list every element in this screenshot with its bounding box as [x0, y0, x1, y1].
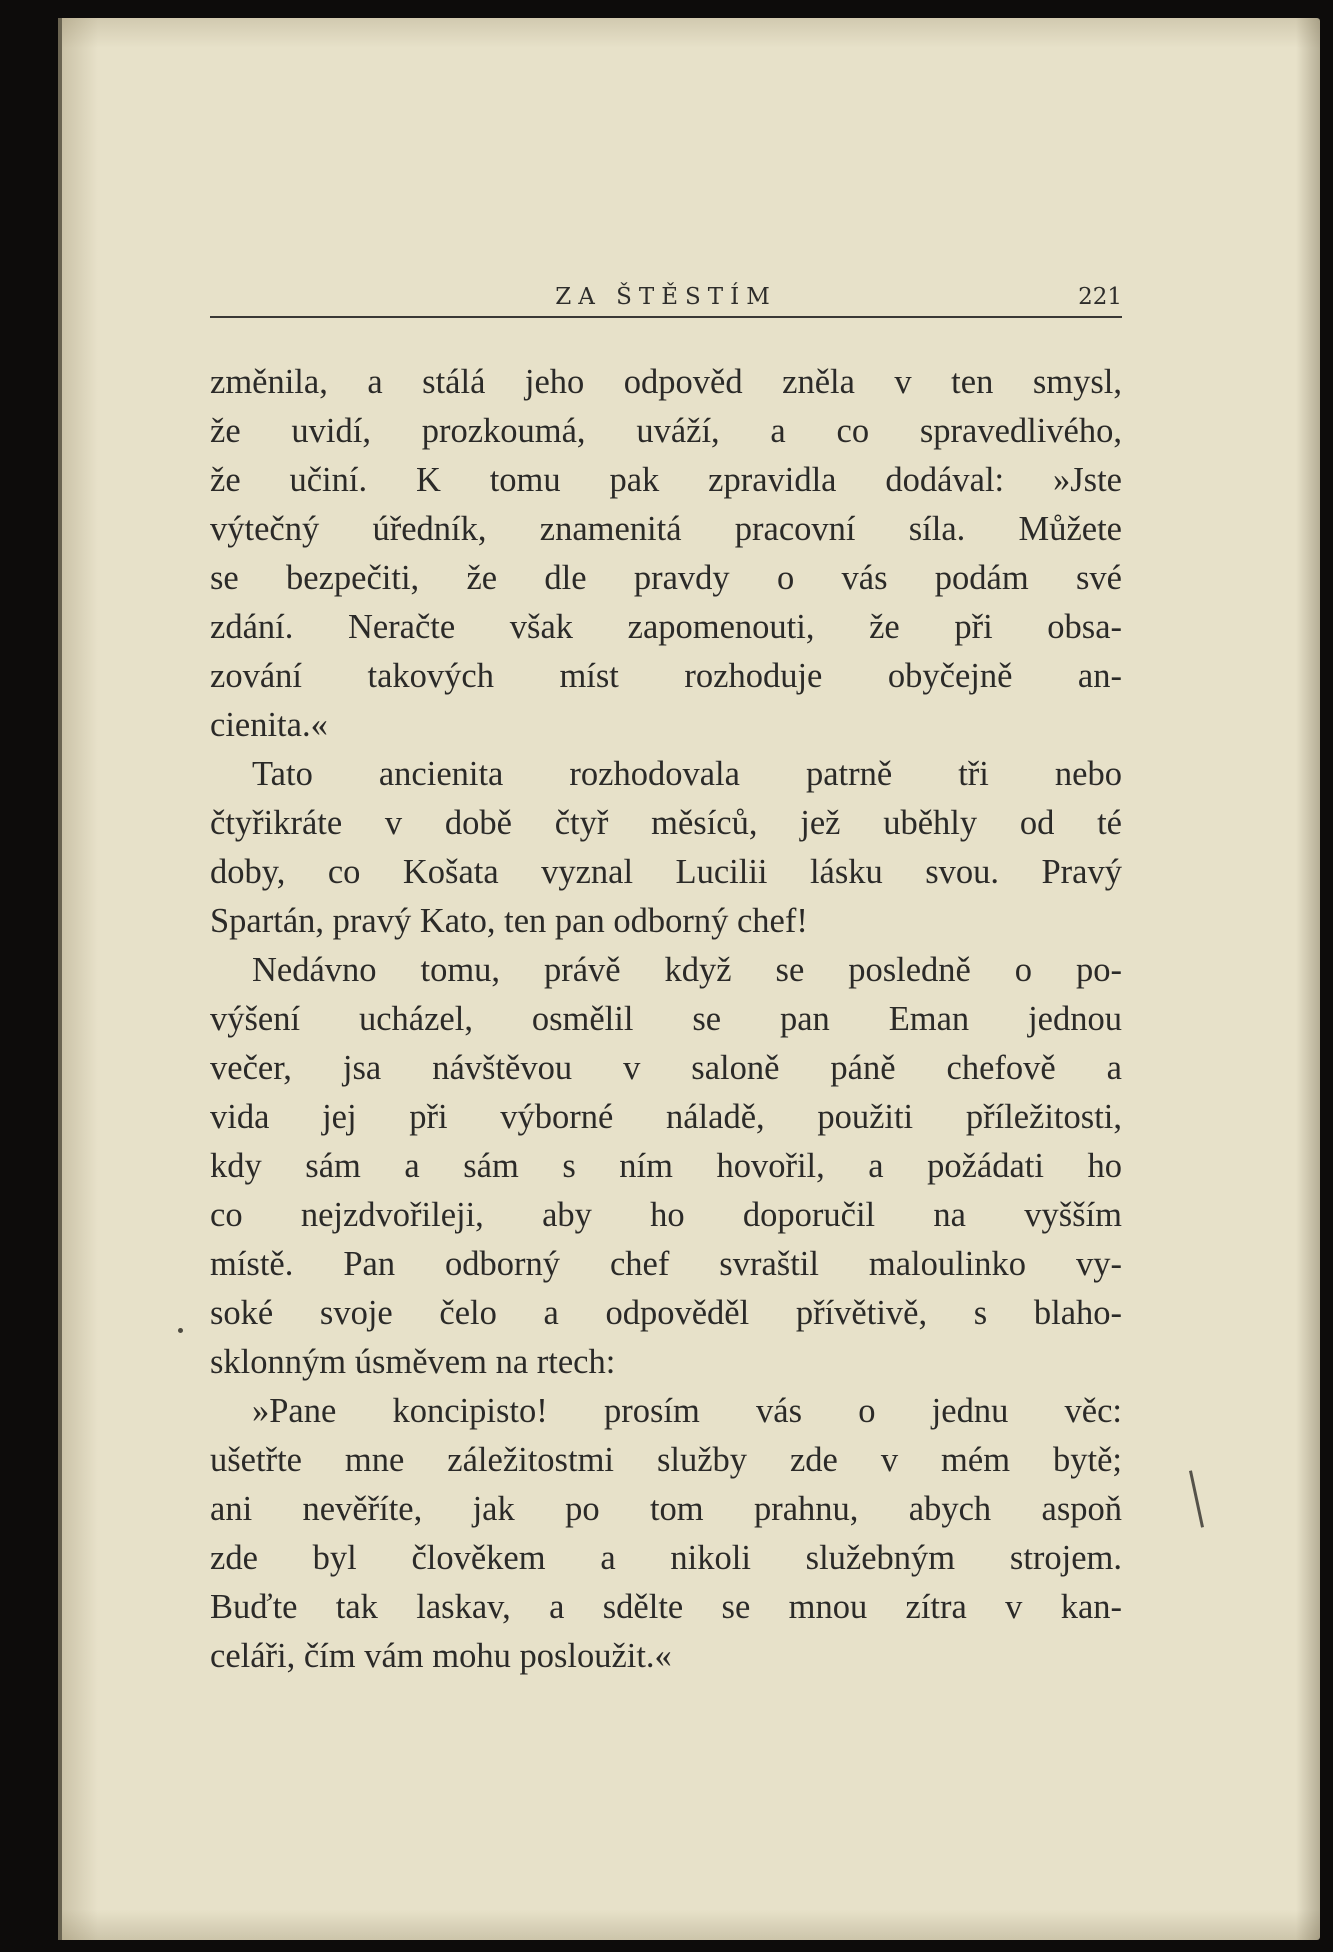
- text-line: Nedávno tomu, právě když se posledně o po-: [252, 951, 1122, 989]
- text-line: že učiní. K tomu pak zpravidla dodával: »Jste: [210, 461, 1122, 499]
- text-line: kdy sám a sám s ním hovořil, a požádati ho: [210, 1147, 1122, 1185]
- text-line: zování takových míst rozhoduje obyčejně an-: [210, 657, 1122, 695]
- text-line: Spartán, pravý Kato, ten pan odborný chef!: [210, 902, 808, 940]
- margin-dot: [178, 1328, 183, 1333]
- text-line: zde byl člověkem a nikoli služebným strojem.: [210, 1539, 1122, 1577]
- text-line: večer, jsa návštěvou v saloně páně chefově a: [210, 1049, 1122, 1087]
- running-title: ZA ŠTĚSTÍM: [555, 284, 777, 310]
- text-line: doby, co Košata vyznal Lucilii lásku svou. Pravý: [210, 853, 1122, 891]
- text-line: Tato ancienita rozhodovala patrně tři nebo: [252, 755, 1122, 793]
- text-line: sklonným úsměvem na rtech:: [210, 1343, 616, 1381]
- text-line: zdání. Neračte však zapomenouti, že při obsa-: [210, 608, 1122, 646]
- text-line: cienita.«: [210, 706, 328, 744]
- text-line: že uvidí, prozkoumá, uváží, a co spravedlivého,: [210, 412, 1122, 450]
- page-number: 221: [1078, 284, 1122, 310]
- page-header: [210, 264, 1122, 318]
- text-line: výtečný úředník, znamenitá pracovní síla. Můžete: [210, 510, 1122, 548]
- binding-edge: [58, 18, 62, 1940]
- text-line: vida jej při výborné náladě, použiti příležitosti,: [210, 1098, 1122, 1136]
- text-line: místě. Pan odborný chef svraštil maloulinko vy-: [210, 1245, 1122, 1283]
- text-line: ani nevěříte, jak po tom prahnu, abych aspoň: [210, 1490, 1122, 1528]
- text-line: změnila, a stálá jeho odpověd zněla v ten smysl,: [210, 363, 1122, 401]
- text-line: čtyřikráte v době čtyř měsíců, jež uběhly od té: [210, 804, 1122, 842]
- body-text: [210, 358, 1122, 1681]
- text-line: se bezpečiti, že dle pravdy o vás podám své: [210, 559, 1122, 597]
- text-line: »Pane koncipisto! prosím vás o jednu věc:: [252, 1392, 1122, 1430]
- text-line: soké svoje čelo a odpověděl přívětivě, s blaho-: [210, 1294, 1122, 1332]
- text-line: celáři, čím vám mohu posloužit.«: [210, 1637, 672, 1675]
- text-line: výšení ucházel, osmělil se pan Eman jednou: [210, 1000, 1122, 1038]
- book-page: [58, 18, 1320, 1940]
- text-line: ušetřte mne záležitostmi služby zde v mém bytě;: [210, 1441, 1122, 1479]
- text-line: Buďte tak laskav, a sdělte se mnou zítra v kan-: [210, 1588, 1122, 1626]
- margin-pencil-mark: [1189, 1470, 1204, 1527]
- text-line: co nejzdvořileji, aby ho doporučil na vyšším: [210, 1196, 1122, 1234]
